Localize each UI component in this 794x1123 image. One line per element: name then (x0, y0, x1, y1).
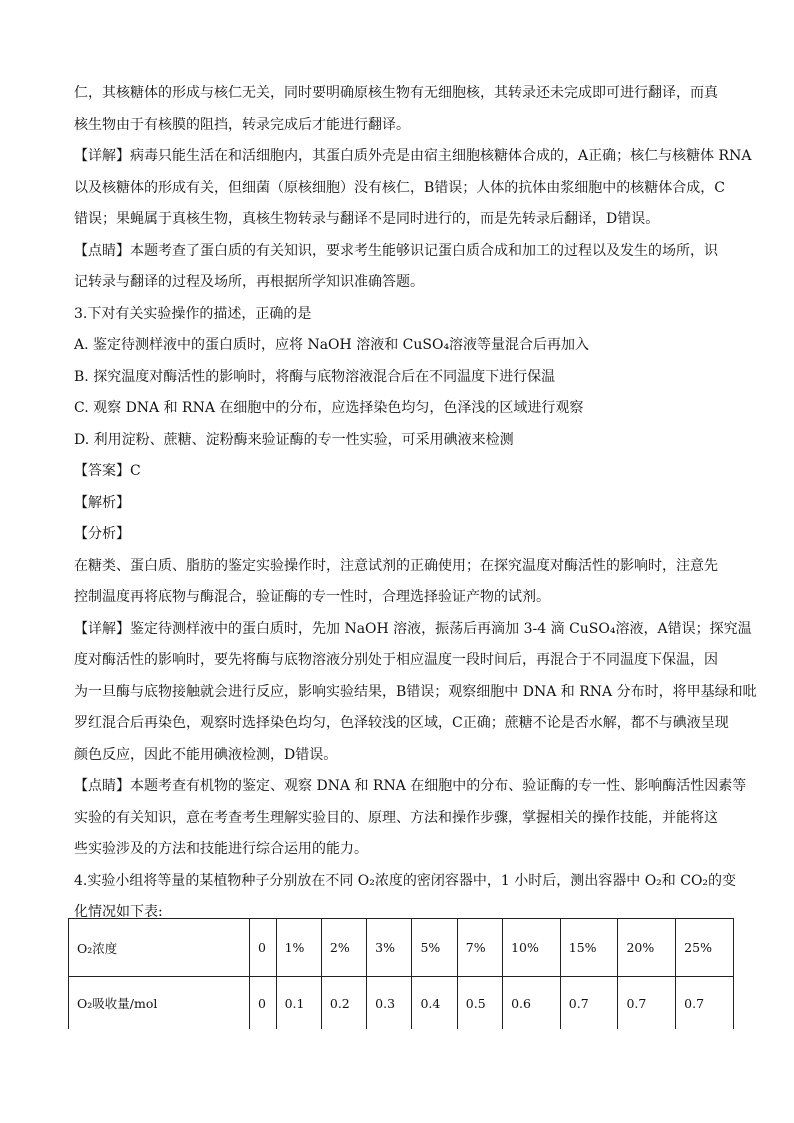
table-cell: 0 (250, 977, 277, 1030)
text-line: 罗红混合后再染色，观察时选择染色均匀，色泽较浅的区域，C正确；蔗糖不论是否水解，都不与碘液呈现 (74, 715, 729, 731)
text-line: 为一旦酶与底物接触就会进行反应，影响实验结果，B错误；观察细胞中 DNA 和 RNA 分布时，将甲基绿和吡 (74, 683, 757, 700)
text-line: 在糖类、蛋白质、脂肪的鉴定实验操作时，注意试剂的正确使用；在探究温度对酶活性的影响时，注意先 (74, 557, 718, 574)
table-cell: 0.3 (367, 977, 412, 1030)
text-line: 【点睛】本题考查了蛋白质的有关知识，要求考生能够识记蛋白质合成和加工的过程以及发生的场所，识 (74, 242, 718, 259)
table-cell: 0.2 (321, 977, 366, 1030)
data-table (68, 918, 734, 1029)
row-header: O₂吸收量/mol (69, 977, 250, 1030)
table-cell: 0 (250, 919, 277, 977)
text-line: 化情况如下表: (74, 904, 163, 920)
table-cell: 1% (276, 919, 321, 977)
text-line: 【点睛】本题考查有机物的鉴定、观察 DNA 和 RNA 在细胞中的分布、验证酶的专一性、影响酶活性因素等 (74, 778, 747, 794)
table-cell: 3% (367, 919, 412, 977)
table-cell: 15% (560, 919, 618, 977)
analysis-label: 【解析】 (74, 494, 130, 511)
option-a: A. 鉴定待测样液中的蛋白质时，应将 NaOH 溶液和 CuSO₄溶液等量混合后再加入 (74, 337, 590, 353)
table-cell: 0.6 (503, 977, 561, 1030)
table-cell: 5% (412, 919, 457, 977)
text-line: 【详解】鉴定待测样液中的蛋白质时，先加 NaOH 溶液，振荡后再滴加 3-4 滴 CuSO₄溶液，A错误；探究温 (74, 620, 752, 637)
text-line: 控制温度再将底物与酶混合，验证酶的专一性时，合理选择验证产物的试剂。 (74, 589, 550, 605)
table-cell: 25% (676, 919, 734, 977)
table-cell: 10% (503, 919, 561, 977)
answer-label: 【答案】C (74, 463, 141, 479)
table-cell: 0.7 (618, 977, 676, 1030)
text-line: 颜色反应，因此不能用碘液检测，D错误。 (74, 746, 338, 763)
table-cell: 7% (457, 919, 502, 977)
text-line: 【详解】病毒只能生活在和活细胞内，其蛋白质外壳是由宿主细胞核糖体合成的，A正确；核仁与核糖体 RNA (74, 148, 752, 164)
table-cell: 0.5 (457, 977, 502, 1030)
text-line: 以及核糖体的形成有关，但细菌（原核细胞）没有核仁，B错误；人体的抗体由浆细胞中的核糖体合成，C (74, 179, 725, 196)
option-c: C. 观察 DNA 和 RNA 在细胞中的分布，应选择染色均匀，色泽浅的区域进行观察 (74, 400, 584, 416)
text-line: 些实验涉及的方法和技能进行综合运用的能力。 (74, 841, 368, 857)
document-body (74, 78, 757, 929)
table-cell: 0.7 (676, 977, 734, 1030)
text-line: 错误；果蝇属于真核生物，真核生物转录与翻译不是同时进行的，而是先转录后翻译，D错误。 (74, 211, 660, 227)
option-b: B. 探究温度对酶活性的影响时，将酶与底物溶液混合后在不同温度下进行保温 (74, 368, 556, 385)
table-row (69, 977, 734, 1030)
table-cell: 0.7 (560, 977, 618, 1030)
table-cell: 0.1 (276, 977, 321, 1030)
table-cell: 2% (321, 919, 366, 977)
analysis-subheading: 【分析】 (74, 526, 130, 542)
text-line: 记转录与翻译的过程及场所，再根据所学知识准确答题。 (74, 274, 424, 290)
text-line: 度对酶活性的影响时，要先将酶与底物溶液分别处于相应温度一段时间后，再混合于不同温度下保温，因 (74, 652, 718, 668)
table-row (69, 919, 734, 977)
question-title: 3.下对有关实验操作的描述，正确的是 (74, 305, 312, 322)
option-d: D. 利用淀粉、蔗糖、淀粉酶来验证酶的专一性实验，可采用碘液来检测 (74, 431, 514, 448)
table-cell: 0.4 (412, 977, 457, 1030)
table-cell: 20% (618, 919, 676, 977)
question-title: 4.实验小组将等量的某植物种子分别放在不同 O₂浓度的密闭容器中，1 小时后，测出容器中 O₂和 CO₂的变 (74, 872, 737, 889)
text-line: 核生物由于有核膜的阻挡，转录完成后才能进行翻译。 (74, 116, 410, 133)
row-header: O₂浓度 (69, 919, 250, 977)
text-line: 实验的有关知识，意在考查考生理解实验目的、原理、方法和操作步骤，掌握相关的操作技能，并能将这 (74, 809, 718, 826)
text-line: 仁，其核糖体的形成与核仁无关，同时要明确原核生物有无细胞核，其转录还未完成即可进行翻译，而真 (74, 85, 718, 101)
